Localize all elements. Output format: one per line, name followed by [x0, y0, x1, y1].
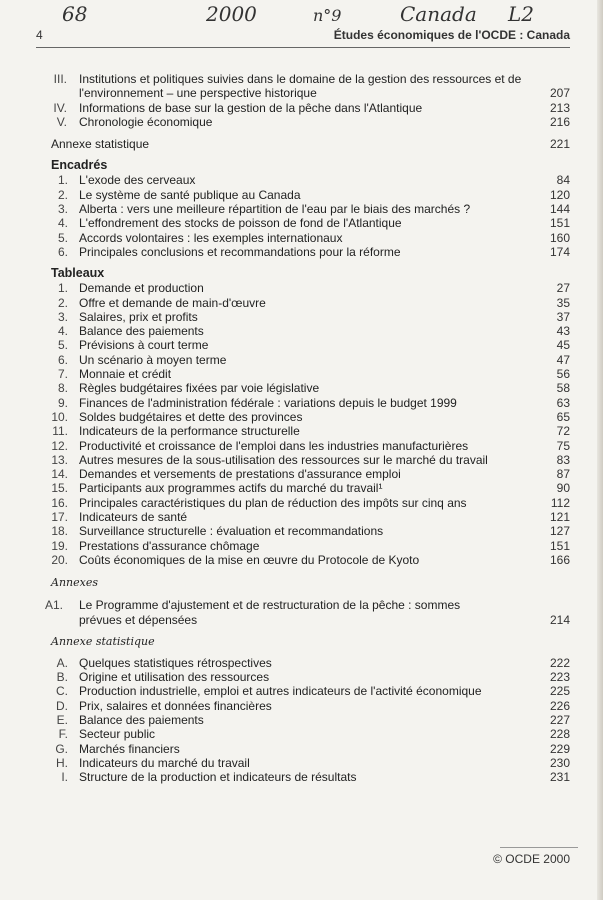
toc-entry: F. Secteur public 228 [58, 727, 570, 742]
annexe-statistique-list [51, 656, 570, 785]
handwritten-note: L2 [508, 2, 535, 26]
handwritten-note: n°9 [313, 6, 342, 25]
toc-entry: 5. Prévisions à court terme 45 [57, 338, 570, 353]
toc-entry: 20. Coûts économiques de la mise en œuvre du Protocole de Kyoto 166 [51, 552, 570, 567]
chapters-list [51, 72, 570, 129]
page-number: 4 [36, 28, 43, 42]
toc-entry: 1. L'exode des cerveaux 84 [57, 173, 570, 188]
toc-entry-annexe-statistique: Annexe statistique 221 [51, 137, 570, 152]
toc-entry: 1. Demande et production 27 [57, 281, 570, 296]
handwritten-note: 68 [62, 2, 88, 26]
toc-entry: H. Indicateurs du marché du travail 230 [56, 755, 570, 770]
toc-entry: A. Quelques statistiques rétrospectives 222 [56, 655, 570, 670]
toc-entry: 7. Monnaie et crédit 56 [57, 367, 570, 382]
footer-rule [500, 847, 578, 848]
page-edge-shadow [597, 0, 603, 900]
toc-entry: 3. Salaires, prix et profits 37 [57, 309, 570, 324]
toc-entry: A1. Le Programme d'ajustement et de restructuration de la pêche : sommes prévues et dépensées 214 [45, 598, 570, 627]
section-heading-annexe-statistique: Annexe statistique [51, 634, 155, 648]
toc-entry: 11. Indicateurs de la performance structurelle 72 [52, 424, 570, 439]
toc-entry: 16. Principales caractéristiques du plan de réduction des impôts sur cinq ans 112 [51, 495, 570, 510]
toc-entry: 5. Accords volontaires : les exemples internationaux 160 [57, 230, 570, 245]
toc-entry: C. Production industrielle, emploi et autres indicateurs de l'activité économique 225 [56, 684, 570, 699]
encadres-list [51, 173, 570, 259]
toc-entry: 17. Indicateurs de santé 121 [51, 510, 570, 525]
section-heading-encadres: Encadrés [51, 158, 108, 173]
annexes-list [45, 598, 570, 627]
toc-entry: 10. Soldes budgétaires et dette des provinces 65 [51, 409, 570, 424]
toc-entry: 2. Offre et demande de main-d'œuvre 35 [57, 295, 570, 310]
toc-entry: I. Structure de la production et indicateurs de résultats 231 [61, 770, 570, 785]
toc-entry: 13. Autres mesures de la sous-utilisation des ressources sur le marché du travail 83 [51, 452, 570, 467]
toc-entry: B. Origine et utilisation des ressources 223 [56, 670, 570, 685]
toc-entry: 6. Principales conclusions et recommandations pour la réforme 174 [57, 244, 570, 259]
page-header [36, 28, 570, 44]
toc-entry: 9. Finances de l'administration fédérale : variations depuis le budget 1999 63 [57, 395, 570, 410]
toc-entry: 8. Règles budgétaires fixées par voie législative 58 [57, 381, 570, 396]
toc-entry: 3. Alberta : vers une meilleure répartition de l'eau par le biais des marchés ? 144 [57, 202, 570, 217]
toc-entry: 15. Participants aux programmes actifs du marché du travail¹ 90 [51, 481, 570, 496]
section-heading-tableaux: Tableaux [51, 266, 105, 281]
toc-entry: 14. Demandes et versements de prestations d'assurance emploi 87 [51, 467, 570, 482]
toc-entry: 2. Le système de santé publique au Canada 120 [57, 187, 570, 202]
toc-entry: 12. Productivité et croissance de l'emploi dans les industries manufacturières 75 [51, 438, 570, 453]
table-of-contents [45, 72, 570, 785]
toc-entry: G. Marchés financiers 229 [55, 741, 570, 756]
toc-entry: 19. Prestations d'assurance chômage 151 [51, 538, 570, 553]
handwritten-note: Canada [400, 2, 477, 26]
copyright-footer: © OCDE 2000 [493, 852, 570, 866]
toc-entry: 18. Surveillance structurelle : évaluation et recommandations 127 [51, 524, 570, 539]
toc-entry: V. Chronologie économique 216 [56, 114, 570, 129]
header-rule [36, 47, 570, 48]
toc-entry: 4. Balance des paiements 43 [57, 324, 570, 339]
tableaux-list [51, 281, 570, 567]
toc-entry: E. Balance des paiements 227 [56, 712, 570, 727]
handwritten-note: 2000 [206, 2, 257, 26]
running-title: Études économiques de l'OCDE : Canada [333, 28, 570, 42]
toc-entry: III. Institutions et politiques suivies dans le domaine de la gestion des ressources et de l'environnement – une perspective historique 207 [53, 72, 570, 101]
toc-entry: D. Prix, salaires et données financières 226 [56, 698, 570, 713]
toc-entry: 6. Un scénario à moyen terme 47 [57, 352, 570, 367]
toc-entry: 4. L'effondrement des stocks de poisson de fond de l'Atlantique 151 [57, 216, 570, 231]
section-heading-annexes: Annexes [51, 576, 98, 590]
toc-entry: IV. Informations de base sur la gestion de la pêche dans l'Atlantique 213 [53, 100, 570, 115]
